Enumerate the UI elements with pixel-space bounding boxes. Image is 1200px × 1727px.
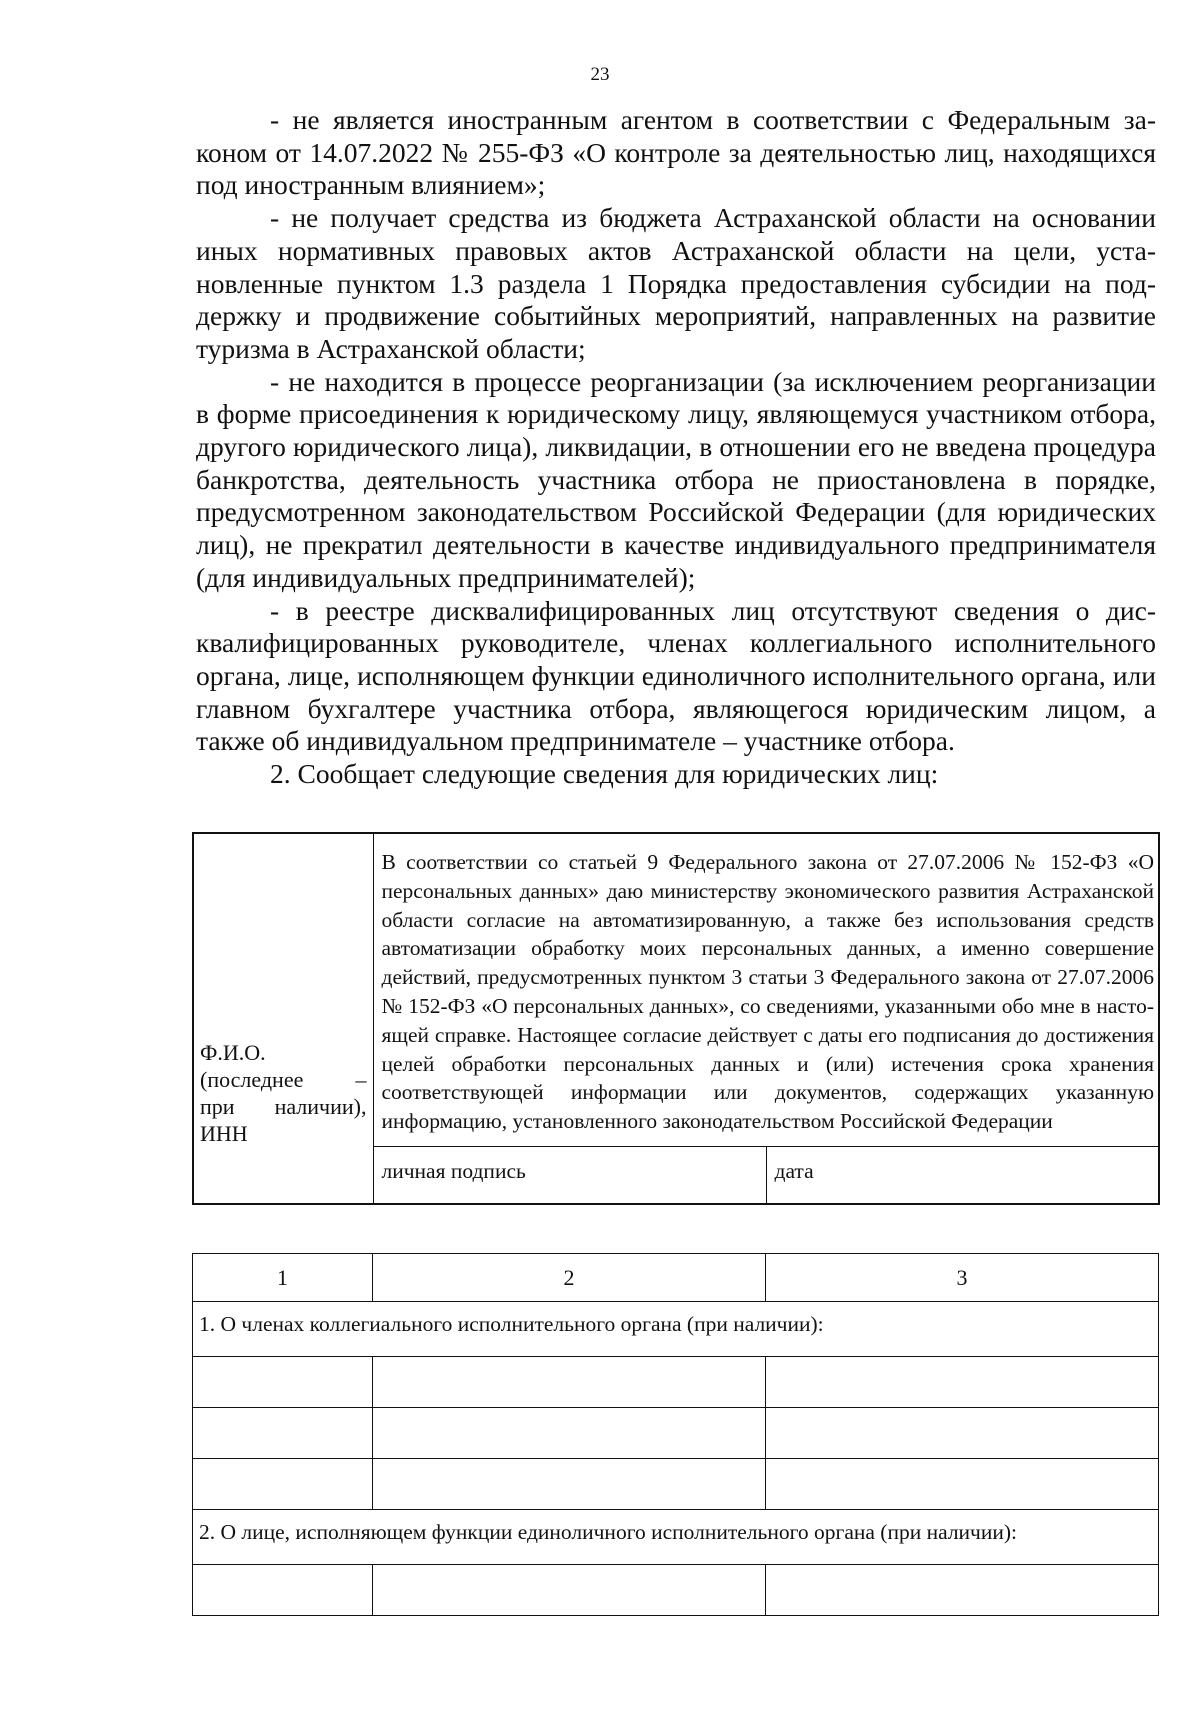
fio-label-cell bbox=[193, 833, 373, 1204]
paragraph-reorganization: - не находится в процессе реорганизации (за исключением реорганизации в форме присоединения к юридическому лицу, являющемуся участником отбора, другого юридического лица), ликвидации, в отношении его не введена процедура банкротства, деятельность участника отбора не приостановлена в порядке, предусмотренном законодательством Российской Федерации (для юридических лиц), не прекратил деятельности в качестве индивидуального предпринимателя (для индивидуальных предпринимателей); bbox=[196, 365, 1156, 593]
empty-cell[interactable] bbox=[766, 1357, 1159, 1408]
signature-label: личная подпись bbox=[381, 1158, 526, 1183]
page-number: 23 bbox=[590, 64, 610, 85]
empty-cell[interactable] bbox=[193, 1357, 373, 1408]
body-text bbox=[196, 104, 1156, 791]
paragraph-legal-entity-info: 2. Сообщает следующие сведения для юридических лиц: bbox=[270, 758, 939, 790]
section-collegial-body: 1. О членах коллегиального исполнительного органа (при наличии): bbox=[193, 1302, 1159, 1357]
fio-label-line: ИНН bbox=[200, 1121, 248, 1147]
consent-table bbox=[192, 832, 1160, 1205]
fio-label-line: при наличии), bbox=[200, 1094, 367, 1120]
signature-field[interactable] bbox=[373, 1146, 766, 1204]
empty-row bbox=[193, 1357, 1159, 1408]
column-number-2: 2 bbox=[373, 1254, 766, 1302]
empty-cell[interactable] bbox=[766, 1459, 1159, 1510]
paragraph-foreign-agent: - не является иностранным агентом в соответствии с Федеральным законом от 14.07.2022 № 255-ФЗ «О контроле за деятельностью лиц, находящихся под иностранным влиянием»; bbox=[196, 104, 1156, 201]
empty-cell[interactable] bbox=[193, 1459, 373, 1510]
column-number-3: 3 bbox=[766, 1254, 1159, 1302]
paragraph-disqualified-registry: - в реестре дисквалифицированных лиц отсутствуют сведения о дисквалифицированных руководителе, членах коллегиального исполнительного органа, лице, исполняющем функции единоличного исполнительного органа, или главном бухгалтере участника отбора, являющегося юридическим лицом, а также об индивидуальном предпринимателе – участнике отбора. bbox=[196, 594, 1156, 757]
section-sole-executive: 2. О лице, исполняющем функции единоличного исполнительного органа (при наличии): bbox=[193, 1510, 1159, 1565]
empty-cell[interactable] bbox=[193, 1408, 373, 1459]
section-row bbox=[193, 1510, 1159, 1565]
date-field[interactable] bbox=[766, 1146, 1159, 1204]
empty-cell[interactable] bbox=[766, 1565, 1159, 1616]
empty-cell[interactable] bbox=[373, 1408, 766, 1459]
fio-label-line: (последнее – bbox=[200, 1067, 367, 1093]
consent-text: В соответствии со статьей 9 Федерального закона от 27.07.2006 № 152-ФЗ «О персональных данных» даю министерству экономического развития Астраханской области согласие на автоматизированную, а также без использования средств автоматизации обработку моих персональных данных, а именно совершение действий, предусмотренных пунктом 3 статьи 3 Федерального закона от 27.07.2006 № 152-ФЗ «О персональных данных», со сведениями, указанными обо мне в настоящей справке. Настоящее согласие действует с даты его подписания до достижения целей обработки персональных данных и (или) истечения срока хранения соответствующей информации или документов, содержащих указанную информацию, установленного законодательством Российской Федерации bbox=[373, 833, 1159, 1146]
empty-cell[interactable] bbox=[373, 1565, 766, 1616]
date-label: дата bbox=[774, 1158, 814, 1183]
empty-cell[interactable] bbox=[373, 1357, 766, 1408]
consent-row bbox=[193, 833, 1159, 1146]
empty-cell[interactable] bbox=[193, 1565, 373, 1616]
paragraph-budget-funds: - не получает средства из бюджета Астраханской области на основании иных нормативных правовых актов Астраханской области на цели, установленные пунктом 1.3 раздела 1 Порядка предоставления субсидии на поддержку и продвижение событийных мероприятий, направленных на развитие туризма в Астраханской области; bbox=[196, 202, 1156, 364]
fio-label-line: Ф.И.О. bbox=[200, 1040, 266, 1066]
empty-cell[interactable] bbox=[373, 1459, 766, 1510]
info-table bbox=[192, 1253, 1159, 1616]
column-number-row bbox=[193, 1254, 1159, 1302]
empty-cell[interactable] bbox=[766, 1408, 1159, 1459]
empty-row bbox=[193, 1408, 1159, 1459]
empty-row bbox=[193, 1459, 1159, 1510]
empty-row bbox=[193, 1565, 1159, 1616]
column-number-1: 1 bbox=[193, 1254, 373, 1302]
section-row bbox=[193, 1302, 1159, 1357]
